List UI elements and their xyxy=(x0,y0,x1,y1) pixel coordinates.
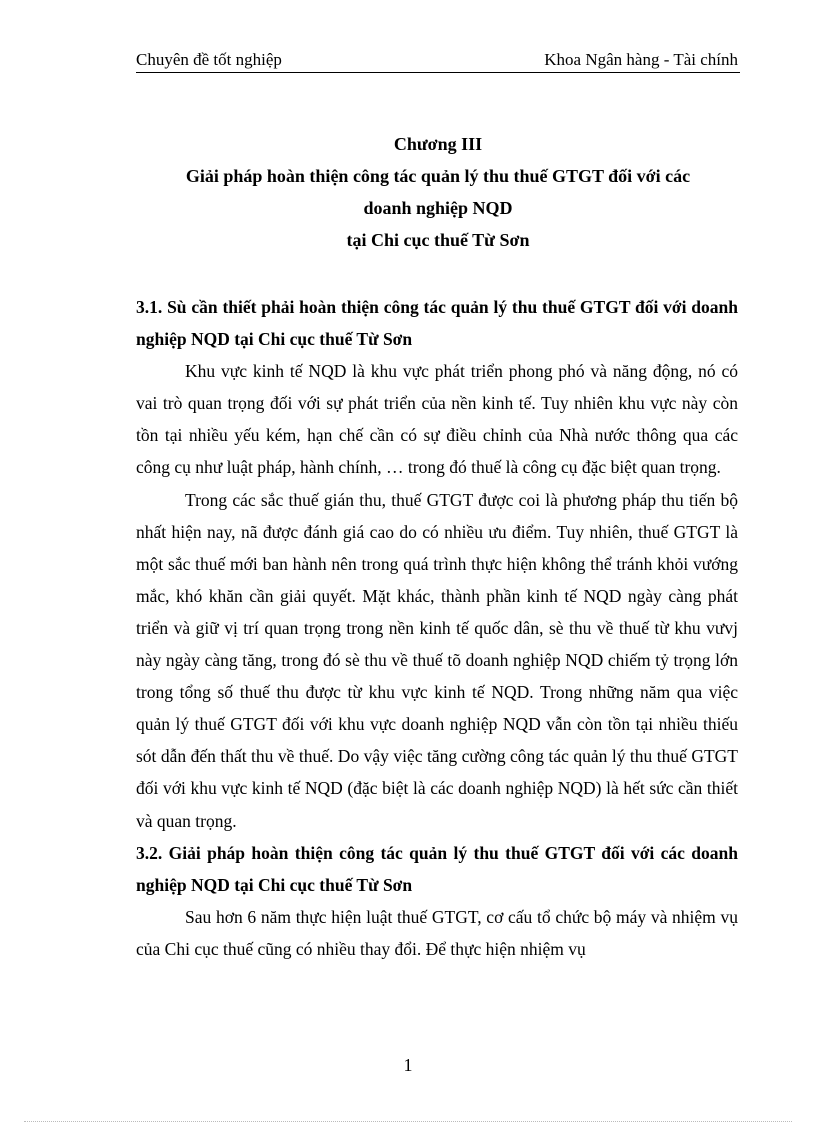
chapter-label: Chương III xyxy=(393,134,483,154)
header-right-faculty: Khoa Ngân hàng - Tài chính xyxy=(544,50,738,69)
section-3-1-paragraph-1: Khu vực kinh tế NQD là khu vực phát triển phong phó và năng động, nó có vai trò quan trọng đối với sự phát triển của nền kinh tế. Tuy nhiên khu vực này còn tồn tại nhiều yếu kém, hạn chế cần có sự điều chỉnh của Nhà nước thông qua các công cụ như luật pháp, hành chính, … trong đó thuế là công cụ đặc biệt quan trọng. xyxy=(136,361,738,478)
chapter-title-line-3: tại Chi cục thuế Từ Sơn xyxy=(346,230,530,250)
page-header xyxy=(136,50,740,73)
section-heading-3-2: 3.2. Giải pháp hoàn thiện công tác quản lý thu thuế GTGT đối với các doanh nghiệp NQD tại Chi cục thuế Từ Sơn xyxy=(136,842,738,895)
page-number: 1 xyxy=(403,1055,413,1075)
page-bottom-divider xyxy=(24,1121,792,1122)
section-3-1-paragraph-2: Trong các sắc thuế gián thu, thuế GTGT được coi là phương pháp thu tiến bộ nhất hiện nay, nã được đánh giá cao do có nhiều ưu điểm. Tuy nhiên, thuế GTGT là một sắc thuế mới ban hành nên trong quá trình thực hiện không thể tránh khỏi vướng mắc, khó khăn cần giải quyết. Mặt khác, thành phần kinh tế NQD ngày càng phát triển và giữ vị trí quan trọng trong nền kinh tế quốc dân, sè thu về thuế từ khu vưvj này ngày càng tăng, trong đó sè thu về thuế tõ doanh nghiệp NQD chiếm tỷ trọng lớn trong tổng số thuế thu được từ khu vực kinh tế NQD. Trong những năm qua việc quản lý thuế GTGT đối với khu vực doanh nghiệp NQD vẫn còn tồn tại nhiều thiếu sót dẫn đến thất thu về thuế. Do vậy việc tăng cường công tác quản lý thu thuế GTGT đối với khu vực kinh tế NQD (đặc biệt là các doanh nghiệp NQD) là hết sức cần thiết và quan trọng. xyxy=(136,489,738,831)
section-heading-3-1: 3.1. Sù cần thiết phải hoàn thiện công tác quản lý thu thuế GTGT đối với doanh nghiệp NQD tại Chi cục thuế Từ Sơn xyxy=(136,297,738,350)
chapter-title-line-1: Giải pháp hoàn thiện công tác quản lý thu thuế GTGT đối với các xyxy=(185,166,691,186)
document-body xyxy=(136,291,738,965)
header-left-title: Chuyên đề tốt nghiệp xyxy=(136,50,282,69)
section-3-2-paragraph-1: Sau hơn 6 năm thực hiện luật thuế GTGT, cơ cấu tổ chức bộ máy và nhiệm vụ của Chi cục thuế cũng có nhiều thay đổi. Để thực hiện nhiệm vụ xyxy=(136,906,738,959)
chapter-title-block xyxy=(136,128,740,256)
chapter-title-line-2: doanh nghiệp NQD xyxy=(363,198,513,218)
